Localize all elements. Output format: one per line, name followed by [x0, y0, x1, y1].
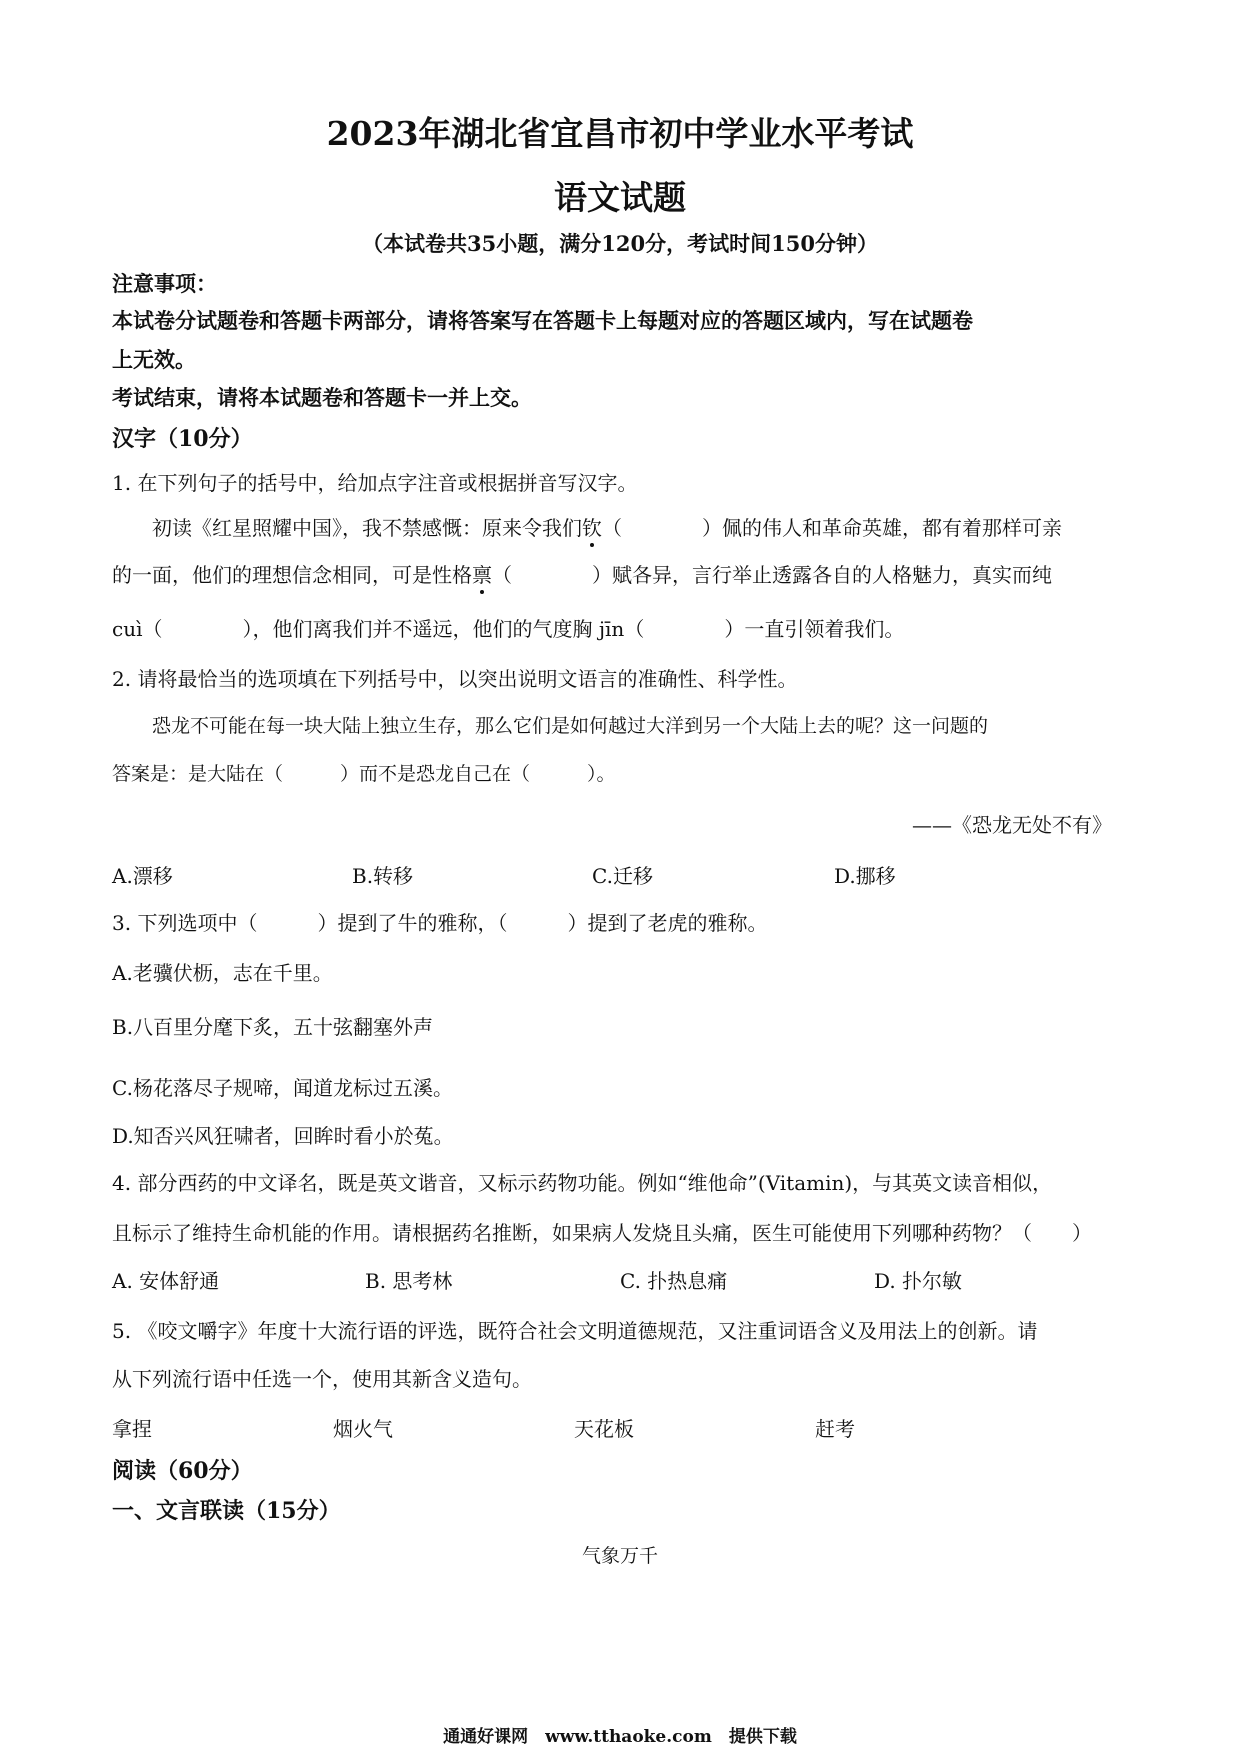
q1-line-3: cuì（ ），他们离我们并不遥远，他们的气度胸 jīn（ ）一直引领着我们。 [112, 617, 905, 641]
q3-option-b: B.八百里分麾下炙，五十弦翻塞外声 [112, 1015, 434, 1039]
q5-line-2: 从下列流行语中任选一个，使用其新含义造句。 [112, 1367, 532, 1391]
q5-word-1: 拿捏 [112, 1417, 152, 1441]
q2-passage-line-2: 答案是：是大陆在（ ）而不是恐龙自己在（ ）。 [112, 763, 616, 785]
q1-dotted-char-1: 钦 [582, 516, 602, 540]
notice-heading: 注意事项： [112, 271, 217, 296]
q4-line-2: 且标示了维持生命机能的作用。请根据药名推断，如果病人发烧且头痛，医生可能使用下列哪种药物？（ ） [112, 1221, 1092, 1245]
q3-option-d: D.知否兴风狂啸者，回眸时看小於菟。 [112, 1124, 454, 1148]
notice-line-2: 上无效。 [112, 347, 196, 372]
q3-stem: 3. 下列选项中（ ）提到了牛的雅称，（ ）提到了老虎的雅称。 [112, 911, 768, 935]
q1-line-1-a: 初读《红星照耀中国》，我不禁感慨：原来令我们 [152, 516, 582, 540]
section-reading: 阅读（60分） [112, 1458, 253, 1484]
q4-option-b: B. 思考林 [365, 1269, 453, 1293]
q3-option-a: A.老骥伏枥，志在千里。 [112, 961, 333, 985]
q2-passage-line-1: 恐龙不可能在每一块大陆上独立生存，那么它们是如何越过大洋到另一个大陆上去的呢？这一问题的 [152, 715, 989, 737]
q5-word-4: 赶考 [815, 1417, 855, 1441]
section-hanzi: 汉字（10分） [112, 426, 253, 452]
q2-option-c: C.迁移 [592, 864, 653, 888]
q4-option-d: D. 扑尔敏 [874, 1269, 963, 1293]
q2-source: ——《恐龙无处不有》 [912, 813, 1112, 837]
q2-stem: 2. 请将最恰当的选项填在下列括号中，以突出说明文语言的准确性、科学性。 [112, 667, 798, 691]
exam-meta: （本试卷共35小题，满分120分，考试时间150分钟） [362, 231, 878, 256]
q4-option-a: A. 安体舒通 [112, 1269, 220, 1293]
q4-option-c: C. 扑热息痛 [620, 1269, 728, 1293]
q1-line-1 [152, 512, 1062, 541]
q1-line-2 [112, 559, 1052, 588]
q5-word-2: 烟火气 [333, 1417, 393, 1441]
notice-line-1: 本试卷分试题卷和答题卡两部分，请将答案写在答题卡上每题对应的答题区域内，写在试题卷 [112, 308, 973, 333]
q5-word-3: 天花板 [574, 1417, 634, 1441]
q2-option-a: A.漂移 [112, 864, 173, 888]
notice-line-3: 考试结束，请将本试题卷和答题卡一并上交。 [112, 385, 532, 410]
q1-line-2-a: 的一面，他们的理想信念相同，可是性格 [112, 563, 472, 587]
q2-option-d: D.挪移 [834, 864, 896, 888]
exam-title: 2023年湖北省宜昌市初中学业水平考试 [326, 114, 914, 153]
q5-line-1: 5. 《咬文嚼字》年度十大流行语的评选，既符合社会文明道德规范，又注重词语含义及用法上的创新。请 [112, 1319, 1038, 1343]
q1-line-1-c: （ ）佩的伟人和革命英雄，都有着那样可亲 [602, 516, 1062, 540]
section-wenyan: 一、文言联读（15分） [112, 1498, 341, 1524]
q3-option-c: C.杨花落尽子规啼，闻道龙标过五溪。 [112, 1076, 453, 1100]
download-footer: 通通好课网 www.tthaoke.com 提供下载 [443, 1727, 797, 1747]
q2-option-b: B.转移 [352, 864, 414, 888]
q1-stem: 1. 在下列句子的括号中，给加点字注音或根据拼音写汉字。 [112, 471, 638, 495]
q4-line-1: 4. 部分西药的中文译名，既是英文谐音，又标示药物功能。例如“维他命”(Vitamin)，与其英文读音相似， [112, 1171, 1053, 1195]
q1-dotted-char-2: 禀 [472, 563, 492, 587]
subject-title: 语文试题 [554, 178, 686, 217]
passage-title: 气象万千 [581, 1545, 658, 1567]
q1-line-2-c: （ ）赋各异，言行举止透露各自的人格魅力，真实而纯 [492, 563, 1052, 587]
